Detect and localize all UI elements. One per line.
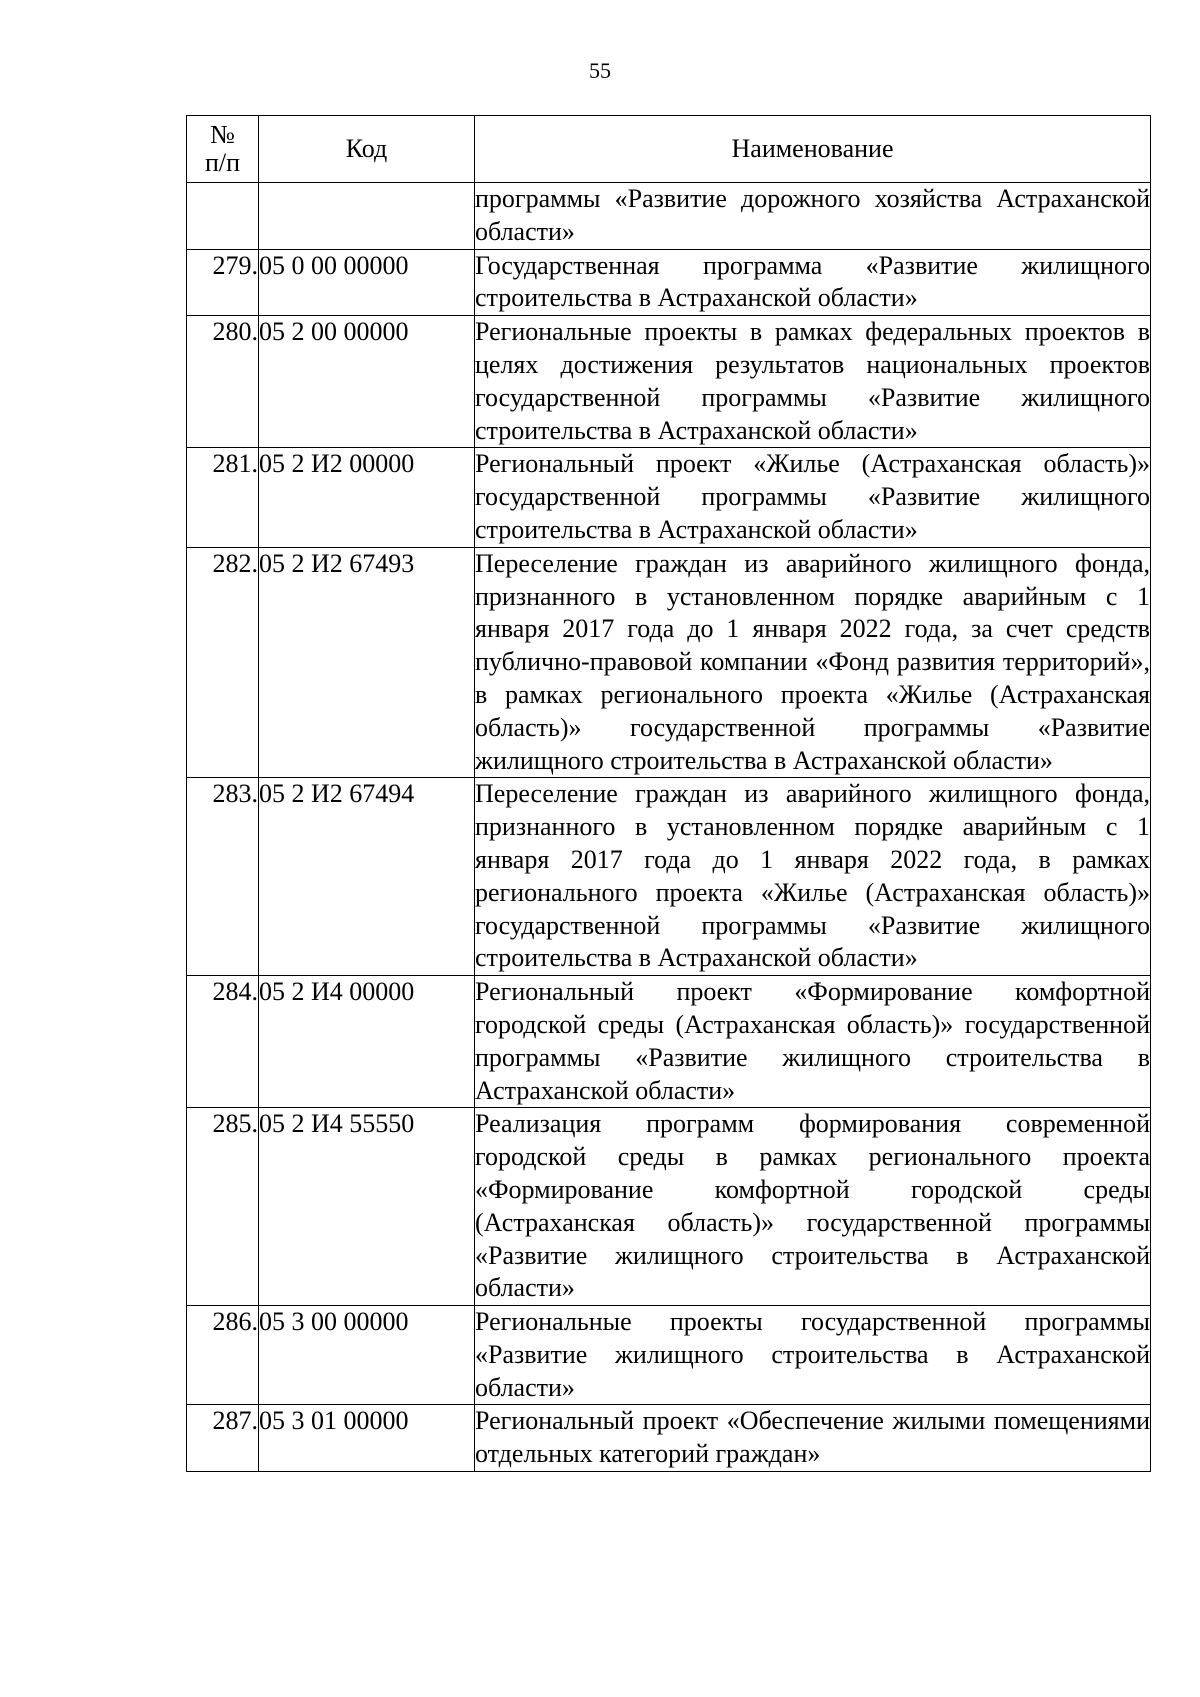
page-number: 55 (589, 58, 611, 83)
row-name: Государственная программа «Развитие жилищного строительства в Астраханской области» (475, 249, 1151, 316)
table-row (187, 1108, 1151, 1306)
row-number: 284. (187, 976, 259, 1108)
row-name: программы «Развитие дорожного хозяйства Астраханской области» (475, 183, 1151, 250)
row-name: Региональные проекты государственной программы «Развитие жилищного строительства в Астраханской области» (475, 1306, 1151, 1405)
row-name: Региональный проект «Обеспечение жилыми помещениями отдельных категорий граждан» (475, 1405, 1151, 1472)
row-number: 281. (187, 448, 259, 547)
row-code: 05 2 И4 00000 (259, 976, 475, 1108)
row-code: 05 2 И2 67493 (259, 547, 475, 778)
row-number: 279. (187, 249, 259, 316)
row-code: 05 3 00 00000 (259, 1306, 475, 1405)
table-row (187, 778, 1151, 976)
row-code: 05 2 00 00000 (259, 316, 475, 448)
row-number: 287. (187, 1405, 259, 1472)
row-code: 05 2 И2 00000 (259, 448, 475, 547)
table-row (187, 1306, 1151, 1405)
row-code: 05 2 И2 67494 (259, 778, 475, 976)
header-num: № п/п (187, 116, 259, 183)
row-code: 05 2 И4 55550 (259, 1108, 475, 1306)
row-name: Реализация программ формирования современной городской среды в рамках регионального проекта «Формирование комфортной городской среды (Астраханская область)» государственной программы «Развитие жилищного строительства в Астраханской области» (475, 1108, 1151, 1306)
row-number: 286. (187, 1306, 259, 1405)
table-row (187, 976, 1151, 1108)
table-row (187, 183, 1151, 250)
header-name: Наименование (475, 116, 1151, 183)
row-number: 280. (187, 316, 259, 448)
table-row (187, 448, 1151, 547)
table-row (187, 547, 1151, 778)
row-number: 282. (187, 547, 259, 778)
row-number: 283. (187, 778, 259, 976)
row-code: 05 0 00 00000 (259, 249, 475, 316)
row-name: Региональный проект «Формирование комфортной городской среды (Астраханская область)» государственной программы «Развитие жилищного строительства в Астраханской области» (475, 976, 1151, 1108)
row-code (259, 183, 475, 250)
row-name: Переселение граждан из аварийного жилищного фонда, признанного в установленном порядке аварийным с 1 января 2017 года до 1 января 2022 года, за счет средств публично-правовой компании «Фонд развития территорий», в рамках регионального проекта «Жилье (Астраханская область)» государственной программы «Развитие жилищного строительства в Астраханской области» (475, 547, 1151, 778)
row-code: 05 3 01 00000 (259, 1405, 475, 1472)
header-code: Код (259, 116, 475, 183)
row-number (187, 183, 259, 250)
registry-table (186, 115, 1151, 1472)
row-name: Региональные проекты в рамках федеральных проектов в целях достижения результатов национальных проектов государственной программы «Развитие жилищного строительства в Астраханской области» (475, 316, 1151, 448)
row-number: 285. (187, 1108, 259, 1306)
table-row (187, 249, 1151, 316)
row-name: Переселение граждан из аварийного жилищного фонда, признанного в установленном порядке аварийным с 1 января 2017 года до 1 января 2022 года, в рамках регионального проекта «Жилье (Астраханская область)» государственной программы «Развитие жилищного строительства в Астраханской области» (475, 778, 1151, 976)
row-name: Региональный проект «Жилье (Астраханская область)» государственной программы «Развитие жилищного строительства в Астраханской области» (475, 448, 1151, 547)
table-header-row (187, 116, 1151, 183)
table-row (187, 1405, 1151, 1472)
table-row (187, 316, 1151, 448)
